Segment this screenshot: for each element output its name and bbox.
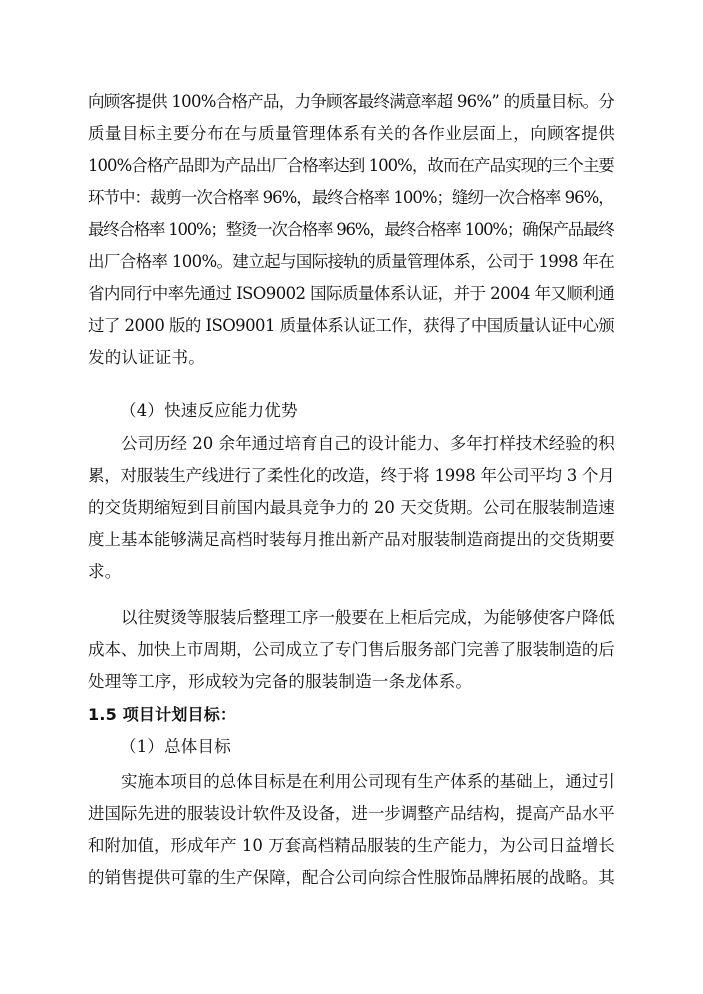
- body-text-line: 出厂合格率 100%。建立起与国际接轨的质量管理体系，公司于 1998 年在: [88, 252, 615, 271]
- body-text-line: 累，对服装生产线进行了柔性化的改造，终于将 1998 年公司平均 3 个月: [88, 466, 615, 485]
- body-text-line: 公司历经 20 余年通过培育自己的设计能力、多年打样技术经验的积: [121, 434, 615, 453]
- body-text-line: 的销售提供可靠的生产保障，配合公司向综合性服饰品牌拓展的战略。其: [88, 868, 615, 887]
- body-text-line: 以往熨烫等服装后整理工序一般要在上柜后完成，为能够使客户降低: [121, 608, 615, 627]
- body-text-line: 和附加值，形成年产 10 万套高档精品服装的生产能力，为公司日益增长: [88, 836, 615, 855]
- body-text-line: 环节中：裁剪一次合格率 96%，最终合格率 100%；缝纫一次合格率 96%，: [88, 188, 614, 207]
- body-text-line: 发的认证证书。: [88, 348, 205, 367]
- body-text-line: 处理等工序，形成较为完备的服装制造一条龙体系。: [88, 672, 473, 691]
- body-text-line: 进国际先进的服装设计软件及设备，进一步调整产品结构，提高产品水平: [88, 804, 615, 823]
- body-text-line: 求。: [88, 562, 122, 581]
- subsection-heading: （4）快速反应能力优势: [120, 401, 298, 420]
- body-text-line: 的交货期缩短到目前国内最具竞争力的 20 天交货期。公司在服装制造速: [88, 498, 615, 517]
- body-text-line: 质量目标主要分布在与质量管理体系有关的各作业层面上，向顾客提供: [88, 124, 616, 143]
- body-text-line: 最终合格率 100%；整烫一次合格率 96%，最终合格率 100%；确保产品最终: [88, 220, 614, 239]
- section-heading: 1.5 项目计划目标：: [88, 705, 237, 724]
- body-text-line: 实施本项目的总体目标是在利用公司现有生产体系的基础上，通过引: [121, 772, 615, 791]
- body-text-line: 向顾客提供 100%合格产品，力争顾客最终满意率超 96%” 的质量目标。分: [88, 92, 615, 111]
- body-text-line: 省内同行中率先通过 ISO9002 国际质量体系认证，并于 2004 年又顺利通: [88, 284, 615, 303]
- body-text-line: 度上基本能够满足高档时装每月推出新产品对服装制造商提出的交货期要: [88, 530, 615, 549]
- body-text-line: 成本、加快上市周期，公司成立了专门售后服务部门完善了服装制造的后: [88, 640, 615, 659]
- body-text-line: 100%合格产品即为产品出厂合格率达到 100%，故而在产品实现的三个主要: [88, 156, 614, 175]
- subsection-heading: （1）总体目标: [120, 737, 231, 756]
- body-text-line: 过了 2000 版的 ISO9001 质量体系认证工作，获得了中国质量认证中心颁: [88, 316, 615, 335]
